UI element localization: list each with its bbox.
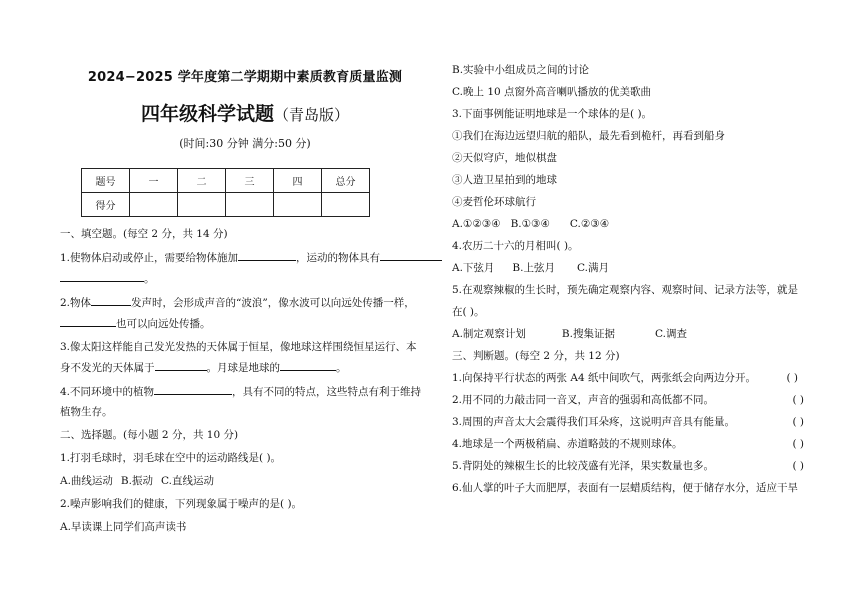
judge-answer[interactable]: ( ) — [792, 394, 804, 406]
choice-section-title: 二、选择题。(每小题 2 分，共 10 分) — [60, 429, 239, 441]
answer-blank[interactable] — [280, 360, 336, 371]
option[interactable]: C.②③④ — [569, 218, 610, 230]
judge-answer[interactable]: ( ) — [786, 372, 798, 384]
option[interactable]: B.振动 — [120, 475, 153, 487]
score-cell: 题号 — [82, 169, 130, 193]
choice-question-2-option-c[interactable]: C.晚上 10 点窗外高音喇叭播放的优美歌曲 — [452, 86, 652, 98]
judge-answer[interactable]: ( ) — [792, 438, 804, 450]
choice-question-4: 4.农历二十六的月相叫( )。 — [452, 240, 579, 252]
option[interactable]: A.①②③④ — [452, 218, 501, 230]
question-text: 发声时，会形成声音的“波浪”，像水波可以向远处传播一样， — [131, 297, 415, 309]
judge-item-2 — [452, 393, 812, 407]
choice-question-3-options — [452, 217, 812, 231]
option[interactable]: C.直线运动 — [160, 475, 214, 487]
right-column — [452, 60, 812, 503]
option[interactable]: B.上弦月 — [512, 262, 555, 274]
score-table-score-row — [82, 193, 370, 217]
score-input-cell[interactable] — [130, 193, 178, 217]
score-input-cell[interactable] — [226, 193, 274, 217]
question-text: 1.使物体启动或停止，需要给物体施加 — [60, 252, 239, 264]
judge-text: 4.地球是一个两极稍扁、赤道略鼓的不规则球体。 — [452, 438, 683, 450]
question-text: 4.不同环境中的植物 — [60, 386, 155, 398]
choice-question-2-option-a[interactable]: A.早读课上同学们高声读书 — [60, 521, 187, 533]
option[interactable]: A.曲线运动 — [60, 475, 113, 487]
subject-name: 四年级科学试题 — [140, 103, 274, 125]
answer-blank[interactable] — [154, 384, 232, 395]
judge-text: 1.向保持平行状态的两张 A4 纸中间吹气，两张纸会向两边分开。 — [452, 372, 756, 384]
choice-question-2: 2.噪声影响我们的健康，下列现象属于噪声的是( )。 — [60, 498, 303, 510]
question-text: ，具有不同的特点，这些特点有利于维持 — [232, 386, 422, 398]
score-cell: 四 — [274, 169, 322, 193]
choice-question-3-item-3: ③人造卫星拍到的地球 — [452, 174, 557, 186]
score-table-header-row — [82, 169, 370, 193]
question-text: 身不发光的天体属于 — [60, 362, 155, 374]
score-table — [81, 168, 370, 217]
judge-item-6: 6.仙人掌的叶子大而肥厚，表面有一层蜡质结构，便于储存水分，适应干旱 — [452, 482, 799, 494]
judge-item-1 — [452, 371, 812, 385]
exam-title: 2024−2025 学年度第二学期期中素质教育质量监测 — [87, 70, 403, 85]
choice-question-3: 3.下面事例能证明地球是一个球体的是( )。 — [452, 108, 653, 120]
choice-question-3-item-4: ④麦哲伦环球航行 — [452, 196, 536, 208]
question-text: 。月球是地球的 — [206, 362, 280, 374]
answer-blank[interactable] — [238, 250, 296, 261]
left-column — [60, 60, 430, 534]
judge-item-3 — [452, 415, 812, 429]
fill-question-3-cont — [60, 360, 430, 375]
answer-blank[interactable] — [60, 271, 144, 282]
answer-blank[interactable] — [60, 316, 116, 327]
judge-text: 3.周围的声音太大会震得我们耳朵疼，这说明声音具有能量。 — [452, 416, 736, 428]
choice-question-1-options — [60, 474, 430, 488]
score-cell: 一 — [130, 169, 178, 193]
score-cell: 得分 — [82, 193, 130, 217]
answer-blank[interactable] — [155, 360, 207, 371]
judge-item-5 — [452, 459, 812, 473]
fill-section-title: 一、填空题。(每空 2 分，共 14 分) — [60, 228, 228, 240]
time-limit: (时间:30 分钟 满分:50 分) — [179, 137, 311, 150]
fill-question-2 — [60, 295, 430, 310]
choice-question-3-item-1: ①我们在海边远望归航的船队，最先看到桅杆，再看到船身 — [452, 130, 725, 142]
choice-question-2-option-b[interactable]: B.实验中小组成员之间的讨论 — [452, 64, 590, 76]
score-cell: 总分 — [322, 169, 370, 193]
fill-question-1-cont — [60, 271, 430, 286]
score-input-cell[interactable] — [178, 193, 226, 217]
judge-section-title: 三、判断题。(每空 2 分，共 12 分) — [452, 350, 620, 362]
score-cell: 二 — [178, 169, 226, 193]
option[interactable]: A.下弦月 — [452, 262, 495, 274]
choice-question-5-cont: 在( )。 — [452, 306, 485, 318]
question-text: 。 — [336, 362, 347, 374]
option[interactable]: B.①③④ — [510, 218, 550, 230]
score-cell: 三 — [226, 169, 274, 193]
answer-blank[interactable] — [380, 250, 442, 261]
choice-question-5: 5.在观察辣椒的生长时，预先确定观察内容、观察时间、记录方法等，就是 — [452, 284, 799, 296]
judge-text: 2.用不同的力敲击同一音叉，声音的强弱和高低都不同。 — [452, 394, 715, 406]
judge-text: 5.背阴处的辣椒生长的比较茂盛有光泽，果实数量也多。 — [452, 460, 715, 472]
subject-title — [60, 99, 430, 126]
answer-blank[interactable] — [91, 295, 131, 306]
fill-question-1 — [60, 250, 430, 265]
question-text: 。 — [144, 273, 155, 285]
judge-answer[interactable]: ( ) — [792, 416, 804, 428]
question-text: 2.物体 — [60, 297, 92, 309]
question-text: ，运动的物体具有 — [296, 252, 381, 264]
choice-question-4-options — [452, 261, 812, 275]
option[interactable]: C.满月 — [576, 262, 609, 274]
fill-question-4 — [60, 384, 430, 399]
judge-answer[interactable]: ( ) — [792, 460, 804, 472]
fill-question-4-cont: 植物生存。 — [60, 406, 113, 418]
option[interactable]: C.调查 — [654, 328, 687, 340]
score-input-cell[interactable] — [322, 193, 370, 217]
edition-label: （青岛版） — [274, 106, 350, 124]
question-text: 也可以向远处传播。 — [116, 318, 211, 330]
fill-question-3: 3.像太阳这样能自己发光发热的天体属于恒星，像地球这样围绕恒星运行、本 — [60, 341, 417, 353]
fill-question-2-cont — [60, 316, 430, 331]
choice-question-3-item-2: ②天似穹庐，地似棋盘 — [452, 152, 557, 164]
choice-question-5-options — [452, 327, 812, 341]
option[interactable]: B.搜集证据 — [561, 328, 615, 340]
score-input-cell[interactable] — [274, 193, 322, 217]
choice-question-1: 1.打羽毛球时，羽毛球在空中的运动路线是( )。 — [60, 452, 282, 464]
judge-item-4 — [452, 437, 812, 451]
option[interactable]: A.制定观察计划 — [452, 328, 526, 340]
